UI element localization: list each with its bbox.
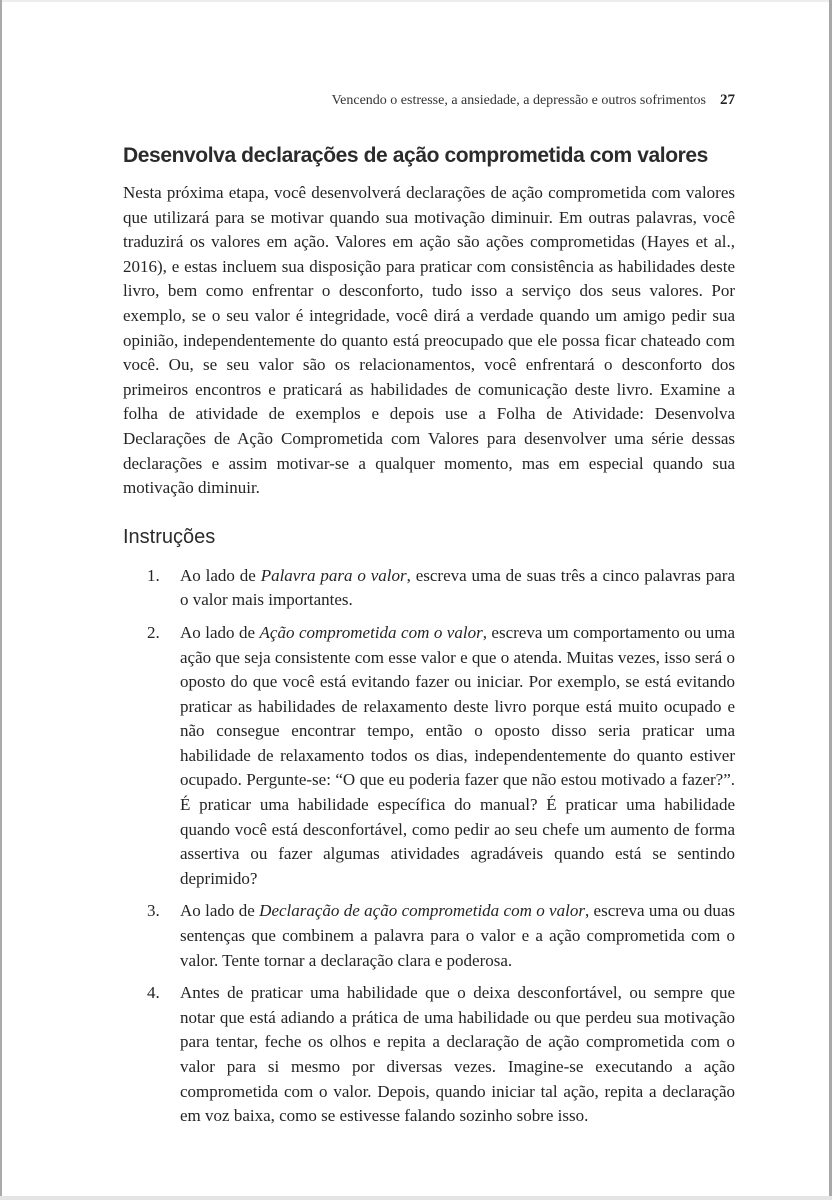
item-text-term: Ação comprometida com o valor <box>259 622 483 642</box>
item-number: 3. <box>147 901 160 921</box>
scan-edge-bottom <box>0 1196 832 1200</box>
page-content <box>123 0 735 1129</box>
item-text <box>180 983 735 1125</box>
running-header-title: Vencendo o estresse, a ansiedade, a depressão e outros sofrimentos <box>331 93 706 108</box>
item-text-lead: Antes de praticar uma habilidade que o deixa desconfortável, ou sempre que notar que está adiando a prática de uma habilidade ou que perdeu sua motivação para tentar, feche os olhos e repita a declaração de ação comprometida com o valor para si mesmo por diversas vezes. Imagine-se executando a ação comprometida com o valor. Depois, quando iniciar tal ação, repita a declaração em voz baixa, como se estivesse falando sozinho sobre isso. <box>180 983 735 1126</box>
item-number: 4. <box>147 983 160 1003</box>
item-text-lead: Ao lado de <box>180 565 261 585</box>
running-header <box>123 92 735 109</box>
instruction-item-1 <box>123 564 735 613</box>
instructions-list <box>123 564 735 1129</box>
item-text-lead: Ao lado de <box>180 901 260 921</box>
item-text-lead: Ao lado de <box>180 622 260 642</box>
item-number: 2. <box>147 622 160 642</box>
item-text-rest: , escreva uma de suas três a cinco palavras para o valor mais importantes. <box>180 565 735 610</box>
item-text-rest: , escreva uma ou duas sentenças que combinem a palavra para o valor e a ação comprometida com o valor. Tente tornar a declaração clara e poderosa. <box>180 901 736 970</box>
instruction-item-2 <box>123 621 735 892</box>
instruction-item-4 <box>123 981 735 1129</box>
item-text-term: Declaração de ação comprometida com o valor <box>259 901 585 921</box>
item-text-term: Palavra para o valor <box>260 565 407 585</box>
instructions-heading: Instruções <box>123 525 216 548</box>
item-number: 1. <box>147 565 160 585</box>
item-text <box>180 901 735 969</box>
scan-edge-left <box>0 0 2 1200</box>
item-text <box>180 566 735 610</box>
page-number: 27 <box>720 92 735 108</box>
intro-paragraph: Nesta próxima etapa, você desenvolverá declarações de ação comprometida com valores que utilizará para se motivar quando sua motivação diminuir. Em outras palavras, você traduzirá os valores em ação. Valores em ação são ações comprometidas (Hayes et al., 2016), e estas incluem sua disposição para praticar com consistência as habilidades deste livro, bem como enfrentar o desconforto, tudo isso a serviço dos seus valores. Por exemplo, se o seu valor é integridade, você dirá a verdade quando um amigo pedir sua opinião, independentemente do quanto está preocupado que ele possa ficar chateado com você. Ou, se seu valor são os relacionamentos, você enfrentará o desconforto dos primeiros encontros e praticará as habilidades de comunicação deste livro. Examine a folha de atividade de exemplos e depois use a Folha de Atividade: Desenvolva Declarações de Ação Comprometida com Valores para desenvolver uma série dessas declarações e assim motivar-se a qualquer momento, mas em especial quando sua motivação diminuir. <box>123 183 735 498</box>
item-text <box>180 623 735 888</box>
item-text-rest: , escreva um comportamento ou uma ação que seja consistente com esse valor e que o atenda. Muitas vezes, isso será o oposto do que você está evitando fazer ou iniciar. Por exemplo, se está evitando praticar as habilidades de relaxamento deste livro porque está muito ocupado e não consegue encontrar tempo, então o oposto disso seria praticar uma habilidade de relaxamento todos os dias, independentemente do quanto estiver ocupado. Pergunte-se: “O que eu poderia fazer que não estou motivado a fazer?”. É praticar uma habilidade específica do manual? É praticar uma habilidade quando você está desconfortável, como pedir ao seu chefe um aumento de forma assertiva ou fazer algumas atividades agradáveis quando está se sentindo deprimido? <box>180 622 736 888</box>
page-title: Desenvolva declarações de ação comprometida com valores <box>123 144 708 167</box>
instruction-item-3 <box>123 899 735 973</box>
